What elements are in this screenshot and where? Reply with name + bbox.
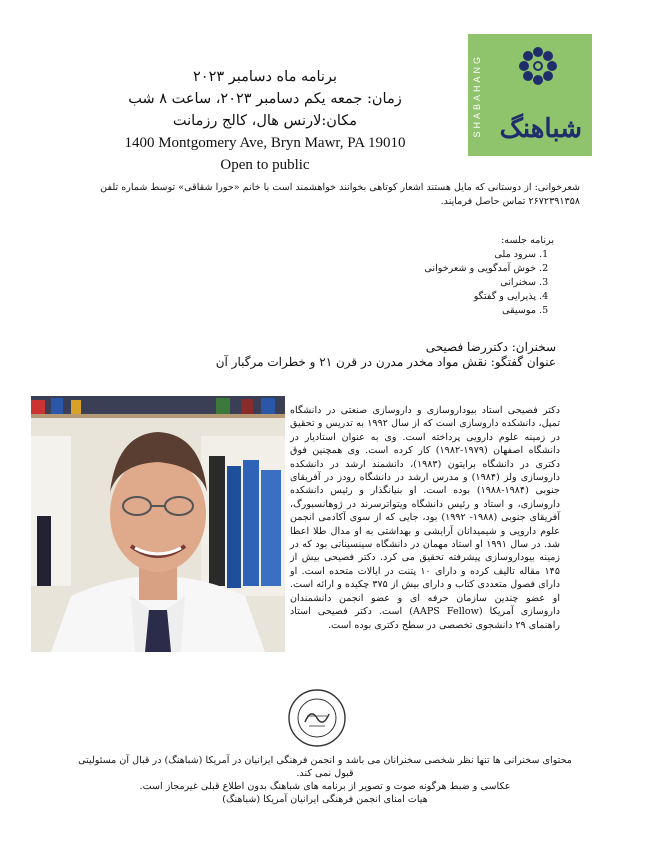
program-item: 5. موسیقی [300,304,536,318]
speaker-bio: دکتر فصیحی استاد بیوداروسازی و داروسازی صنعتی در دانشگاه تمپل، دانشکده داروسازی است که از سال ۱۹۹۲ به تدریس و تحقیق در زمینه علوم دارویی پرداخته است. وی به عنوان استادیار در دانشگاه اصفهان (۱۹۷۹-۱۹۸۲) کار کرده است. وی همچنین فوق دکتری در دانشگاه برایتون (۱۹۸۳)، دانشمند ارشد در دانشکده داروسازی ولز (۱۹۸۴) و مدرس ارشد در دانشگاه رودز در آفریقای جنوبی (۱۹۸۴-۱۹۸۸) بوده است. او بنیانگذار و رئیس دانشکده داروسازی، و استاد و رئیس دانشگاه ویتواترسرند در ژوهانسبورگ، آفریقای جنوبی (۱۹۸۸- ۱۹۹۲) بود، جایی که از سوی آکادمی انجمن علوم دارویی و شیمیدانان آرایشی و بهداشتی به او مدال طلا اعطا شد. در سال ۱۹۹۱ او استاد مهمان در دانشگاه سینسیناتی بود که در زمینه بیوداروسازی پیشرفته تحقیق می کرد. دکتر فصیحی بیش از ۱۴۵ مقاله تالیف کرده و دارای ۱۰ پتنت در ایالات متحده است. او دارای فصول متعددی کتاب و دارای بیش از ۳۷۵ چکیده و ارائه است. او عضو چندین سازمان حرفه ای و عضو انجمن دانشمندان داروسازی آمریکا (AAPS Fellow) است. دکتر فصیحی استاد راهنمای ۲۹ دانشجوی تخصصی در سطح دکتری بوده است. [290,405,561,631]
footer-line-3: هیات امنای انجمن فرهنگی ایرانیان آمریکا (شباهنگ) [222,794,428,805]
footer-line-2: عکاسی و ضبط هرگونه صوت و تصویر از برنامه های شباهنگ بدون اطلاع قبلی غیرمجاز است. [139,781,511,792]
logo-farsi-text: شباهنگ [499,114,582,144]
speaker-section [200,340,556,370]
poetry-announcement: شعرخوانی: از دوستانی که مایل هستند اشعار کوتاهی بخوانند خواهشمند است با خانم «حورا شقاقی» توسط شماره تلفن ۲۶۷۲۳۹۱۳۵۸ تماس حاصل فرمایند. [100,182,580,207]
program-section [300,234,554,318]
header-time: زمان: جمعه یکم دسامبر ۲۰۲۳، ساعت ۸ شب [128,91,402,107]
speaker-name: سخنران: دکتررضا فصیحی [425,340,556,354]
speaker-photo [31,396,285,652]
logo-vertical-text: SHABAHANG [472,54,482,138]
footer-disclaimer [70,754,580,806]
header-open: Open to public [220,157,310,173]
society-seal [287,688,347,748]
speaker-topic: عنوان گفتگو: نقش مواد مخدر مدرن در قرن ۲۱ و خطرات مرگبار آن [215,355,556,369]
program-item: 2. خوش آمدگویی و شعرخوانی [300,262,536,276]
event-header [100,66,430,176]
header-address: 1400 Montgomery Ave, Bryn Mawr, PA 19010 [124,135,406,151]
flower-icon [516,44,560,88]
header-location: مکان:لارنس هال، کالج رزمانت [172,113,358,129]
program-item: 4. پذیرایی و گفتگو [300,290,536,304]
footer-line-1: محتوای سخنرانی ها تنها نظر شخصی سخنرانان می باشد و انجمن فرهنگی ایرانیان در آمریکا (شباهنگ) در قبال آن مسئولیتی قبول نمی کند. [78,755,572,779]
header-title: برنامه ماه دسامبر ۲۰۲۳ [193,69,337,85]
program-item: 1. سرود ملی [300,248,536,262]
shabahang-logo [468,34,592,156]
program-title: برنامه جلسه: [501,235,554,246]
program-item: 3. سخنرانی [300,276,536,290]
